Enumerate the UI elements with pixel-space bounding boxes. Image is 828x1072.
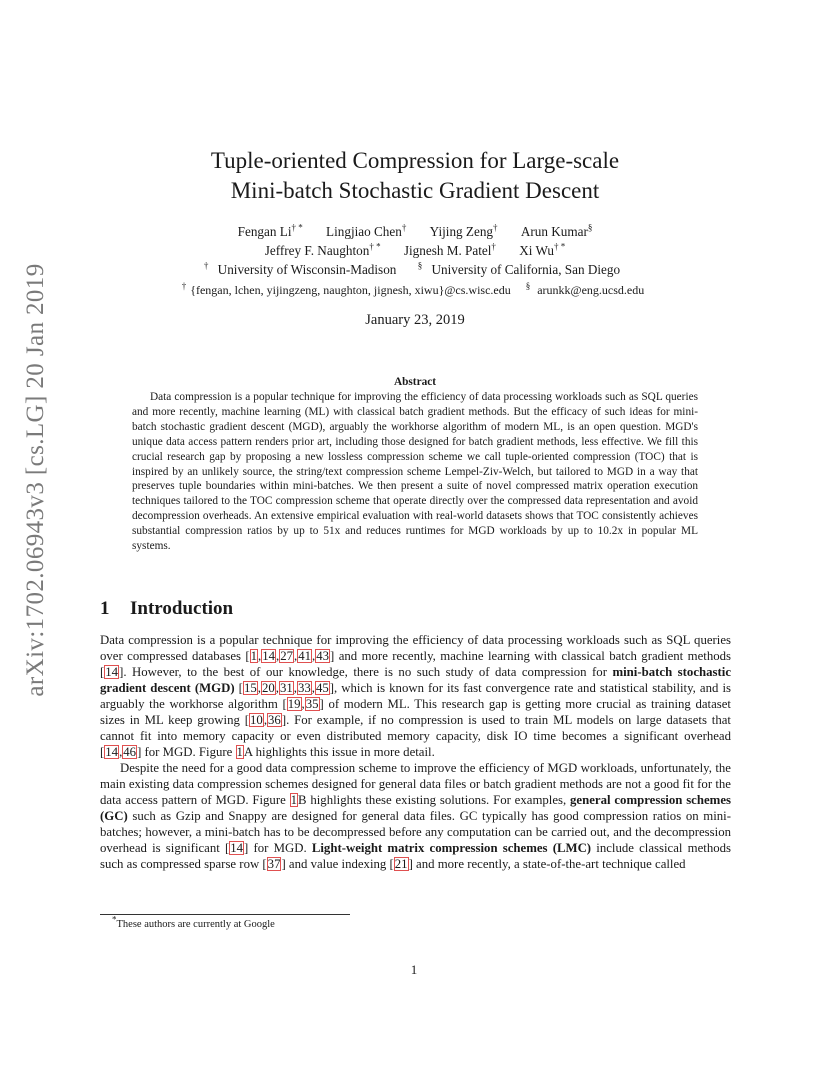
page-number: 1 xyxy=(410,962,418,977)
citation-link[interactable]: 19 xyxy=(287,697,301,711)
abstract-heading: Abstract xyxy=(393,376,437,388)
citation-link[interactable]: 41 xyxy=(298,649,312,663)
email: † {fengan, lchen, yijingzeng, naughton, jignesh, xiwu}@cs.wisc.edu xyxy=(181,281,511,297)
citation-link[interactable]: 10 xyxy=(250,713,263,727)
citation-link[interactable]: 21 xyxy=(394,857,408,871)
email: § arunkk@eng.ucsd.edu xyxy=(525,281,645,297)
citation-link[interactable]: 14 xyxy=(105,665,119,679)
citation-link[interactable]: 15 xyxy=(243,681,257,695)
citation-link[interactable]: 27 xyxy=(280,649,294,663)
footnote: *These authors are currently at Google xyxy=(112,914,275,930)
paragraph: Despite the need for a good data compression scheme to improve the efficiency of MGD workloads, unfortunately, the main existing data compression schemes designed for general data files or batch gradient methods are not a good fit for the data access pattern of MGD. Figure 1B highlights these existing solutions. For examples, general compression schemes (GC) such as Gzip and Snappy are designed for general data files. GC typically has good compression ratios on mini-batches; however, a mini-batch has to be decompressed before any computation can be carried out, and the decompression overhead is significant [14] for MGD. Light-weight matrix compression schemes (LMC) include classical methods such as compressed sparse row [37] and value indexing [21] and more recently, a state-of-the-art technique called xyxy=(100,761,731,871)
citation-link[interactable]: 45 xyxy=(315,681,329,695)
citation-link[interactable]: 36 xyxy=(268,713,281,727)
introduction-body xyxy=(100,632,731,872)
citation-link[interactable]: 20 xyxy=(261,681,275,695)
figure-link[interactable]: 1 xyxy=(236,745,243,759)
author: Arun Kumar§ xyxy=(520,222,593,239)
citation-link[interactable]: 14 xyxy=(105,745,119,759)
affiliations xyxy=(100,261,730,279)
author: Xi Wu† * xyxy=(519,241,566,258)
citation-link[interactable]: 31 xyxy=(279,681,293,695)
figure-link[interactable]: 1 xyxy=(290,793,297,807)
footnote-divider xyxy=(100,914,350,915)
affiliation: § University of California, San Diego xyxy=(417,260,621,277)
citation-link[interactable]: 1 xyxy=(250,649,258,663)
author: Jeffrey F. Naughton† * xyxy=(264,241,381,258)
author: Yijing Zeng† xyxy=(429,222,498,239)
citation-link[interactable]: 33 xyxy=(297,681,311,695)
section-title: Introduction xyxy=(130,598,234,619)
citation-link[interactable]: 14 xyxy=(230,841,244,855)
paragraph: Data compression is a popular technique for improving the efficiency of data processing workloads such as SQL queries over compressed databases [1,14,27,41,43] and more recently, machine learning with classical batch gradient methods [14]. However, to the best of our knowledge, there is no such study of data compression for mini-batch stochastic gradient descent (MGD) [15,20,31,33,45], which is known for its fast convergence rate and statistical stability, and is arguably the workhorse algorithm [19,35] of modern ML. This research gap is getting more crucial as training dataset sizes in ML keep growing [10,36]. For example, if no compression is used to train ML models on large datasets that cannot fit into memory capacity or even distributed memory capacity, disk IO time becomes a significant overhead [14,46] for MGD. Figure 1A highlights this issue in more detail. xyxy=(100,633,731,759)
citation-link[interactable]: 35 xyxy=(305,697,319,711)
affiliation: † University of Wisconsin-Madison xyxy=(203,260,397,277)
arxiv-identifier: arXiv:1702.06943v3 [cs.LG] 20 Jan 2019 xyxy=(22,263,49,697)
author: Fengan Li† * xyxy=(237,222,303,239)
section-heading xyxy=(100,597,233,621)
author: Jignesh M. Patel† xyxy=(403,241,496,258)
citation-link[interactable]: 43 xyxy=(316,649,330,663)
section-number: 1 xyxy=(100,598,110,619)
citation-link[interactable]: 14 xyxy=(262,649,276,663)
citation-link[interactable]: 46 xyxy=(123,745,137,759)
publication-date: January 23, 2019 xyxy=(365,312,465,328)
author-emails xyxy=(100,281,730,299)
author: Lingjiao Chen† xyxy=(326,222,407,239)
author-list xyxy=(100,222,730,260)
abstract-body: Data compression is a popular technique for improving the efficiency of data processing workloads such as SQL queries and more recently, machine learning (ML) with classical batch gradient methods. But the efficacy of such ideas for mini-batch stochastic gradient descent (MGD), arguably the workhorse algorithm of modern ML, is an open question. MGD's unique data access pattern renders prior art, including those designed for batch gradient methods, less effective. We fill this crucial research gap by proposing a new lossless compression scheme we call tuple-oriented compression (TOC) that is inspired by an unlikely source, the string/text compression scheme Lempel-Ziv-Welch, but tailored to MGD in a way that preserves tuple boundaries within mini-batches. We then present a suite of novel compressed matrix operation execution techniques tailored to the TOC compression scheme that operate directly over the compressed data representation and avoid decompression overheads. An extensive empirical evaluation with real-world datasets shows that TOC consistently achieves substantial compression ratios by up to 51x and reduces runtimes for MGD workloads by up to 10.2x in popular ML systems. xyxy=(132,391,698,553)
citation-link[interactable]: 37 xyxy=(267,857,281,871)
paper-title-line-1: Tuple-oriented Compression for Large-scale xyxy=(210,148,620,173)
paper-title-line-2: Mini-batch Stochastic Gradient Descent xyxy=(230,178,600,203)
